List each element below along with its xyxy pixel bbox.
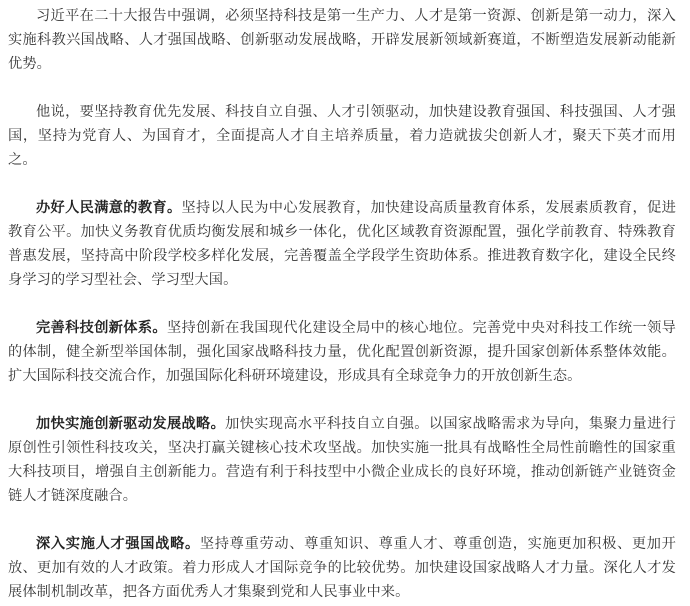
paragraph-intro: [8, 4, 676, 76]
paragraph-science-system: [8, 316, 676, 388]
paragraph-text: 加快实现高水平科技自立自强。以国家战略需求为导向，集聚力量进行原创性引领性科技攻关，坚决打赢关键核心技术攻坚战。加快实施一批具有战略性全局性前瞻性的国家重大科技项目，增强自主创新能力。营造有利于科技型中小微企业成长的良好环境，推动创新链产业链资金链人才链深度融合。: [8, 416, 676, 504]
paragraph-education: [8, 196, 676, 292]
paragraph-talent-strategy: [8, 532, 676, 604]
paragraph-lead-heading: 深入实施人才强国战略。: [36, 536, 200, 552]
paragraph-lead-heading: 完善科技创新体系。: [36, 320, 167, 336]
paragraph-summary: [8, 100, 676, 172]
paragraph-text: 坚持尊重劳动、尊重知识、尊重人才、尊重创造，实施更加积极、更加开放、更加有效的人才政策。着力形成人才国际竞争的比较优势。加快建设国家战略人才力量。深化人才发展体制机制改革，把各方面优秀人才集聚到党和人民事业中来。: [8, 536, 676, 600]
paragraph-lead-heading: 加快实施创新驱动发展战略。: [36, 416, 226, 432]
paragraph-text: 坚持以人民为中心发展教育，加快建设高质量教育体系，发展素质教育，促进教育公平。加快义务教育优质均衡发展和城乡一体化，优化区域教育资源配置，强化学前教育、特殊教育普惠发展，坚持高中阶段学校多样化发展，完善覆盖全学段学生资助体系。推进教育数字化，建设全民终身学习的学习型社会、学习型大国。: [8, 200, 676, 288]
paragraph-text: 习近平在二十大报告中强调，必须坚持科技是第一生产力、人才是第一资源、创新是第一动力，深入实施科教兴国战略、人才强国战略、创新驱动发展战略，开辟发展新领域新赛道，不断塑造发展新动能新优势。: [8, 8, 676, 72]
paragraph-text: 他说，要坚持教育优先发展、科技自立自强、人才引领驱动，加快建设教育强国、科技强国、人才强国，坚持为党育人、为国育才，全面提高人才自主培养质量，着力造就拔尖创新人才，聚天下英才而用之。: [8, 104, 676, 168]
paragraph-innovation-strategy: [8, 412, 676, 508]
paragraph-lead-heading: 办好人民满意的教育。: [36, 200, 182, 216]
paragraph-text: 坚持创新在我国现代化建设全局中的核心地位。完善党中央对科技工作统一领导的体制，健全新型举国体制，强化国家战略科技力量，优化配置创新资源，提升国家创新体系整体效能。扩大国际科技交流合作，加强国际化科研环境建设，形成具有全球竞争力的开放创新生态。: [8, 320, 676, 384]
